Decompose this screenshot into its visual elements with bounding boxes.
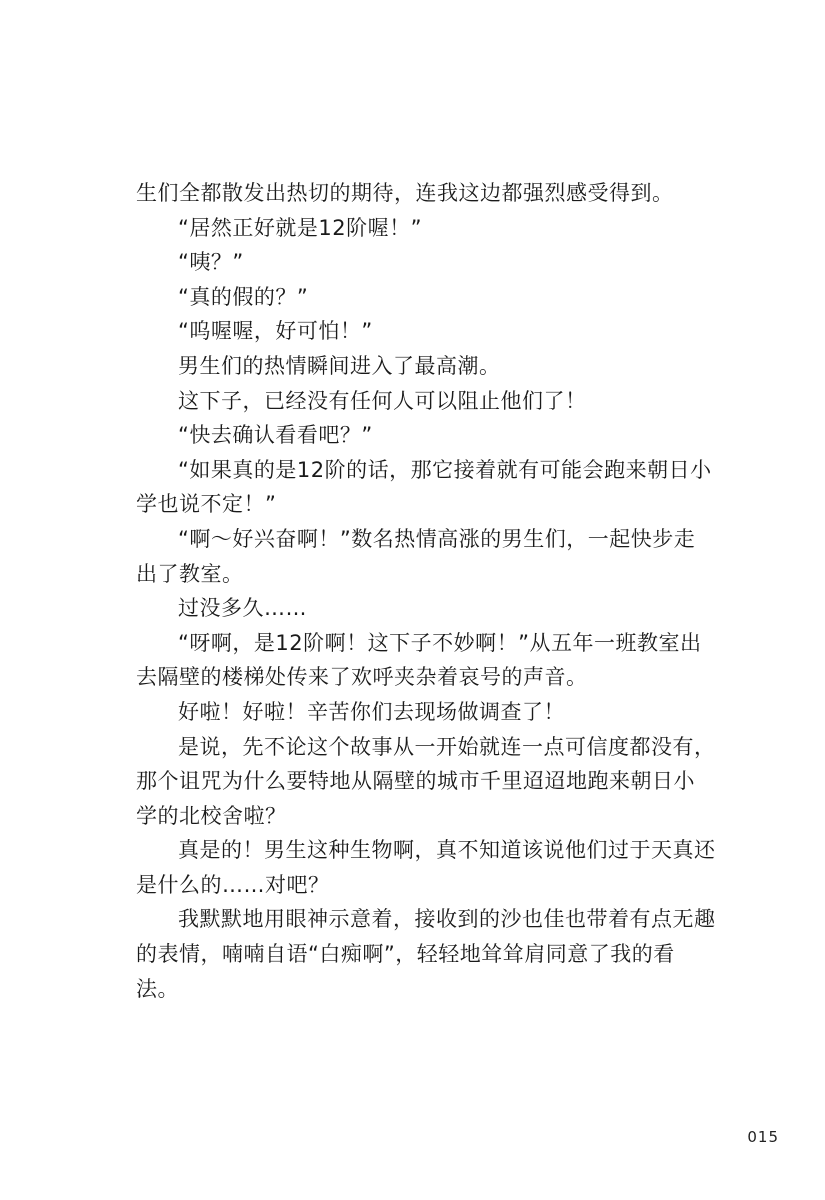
- paragraph: 这下子，已经没有任何人可以阻止他们了！: [178, 388, 587, 413]
- paragraph: 男生们的热情瞬间进入了最高潮。: [178, 353, 501, 378]
- body-text: [136, 176, 716, 1006]
- paragraph: 真是的！男生这种生物啊，真不知道该说他们过于天真还是什么的……对吧？: [136, 838, 716, 897]
- paragraph: “居然正好就是12阶喔！”: [178, 215, 422, 240]
- paragraph: 生们全都散发出热切的期待，连我这边都强烈感受得到。: [136, 181, 674, 205]
- paragraph: 我默默地用眼神示意着，接收到的沙也佳也带着有点无趣的表情，喃喃自语“白痴啊”，轻轻地耸耸肩同意了我的看法。: [136, 907, 716, 1001]
- paragraph: 过没多久……: [178, 596, 307, 621]
- paragraph: “啊～好兴奋啊！”数名热情高涨的男生们，一起快步走出了教室。: [136, 526, 696, 586]
- paragraph: “真的假的？”: [178, 284, 309, 309]
- paragraph: “呜喔喔，好可怕！”: [178, 319, 373, 344]
- paragraph: 好啦！好啦！辛苦你们去现场做调查了！: [178, 699, 565, 724]
- paragraph: “如果真的是12阶的话，那它接着就有可能会跑来朝日小学也说不定！”: [136, 457, 712, 517]
- paragraph: “呀啊，是12阶啊！这下子不妙啊！”从五年一班教室出去隔壁的楼梯处传来了欢呼夹杂着哀号的声音。: [136, 630, 702, 690]
- paragraph: “咦？”: [178, 250, 244, 275]
- paragraph: “快去确认看看吧？”: [178, 423, 373, 448]
- page-number: 015: [747, 1128, 779, 1146]
- paragraph: 是说，先不论这个故事从一开始就连一点可信度都没有，那个诅咒为什么要特地从隔壁的城市千里迢迢地跑来朝日小学的北校舍啦？: [136, 734, 716, 828]
